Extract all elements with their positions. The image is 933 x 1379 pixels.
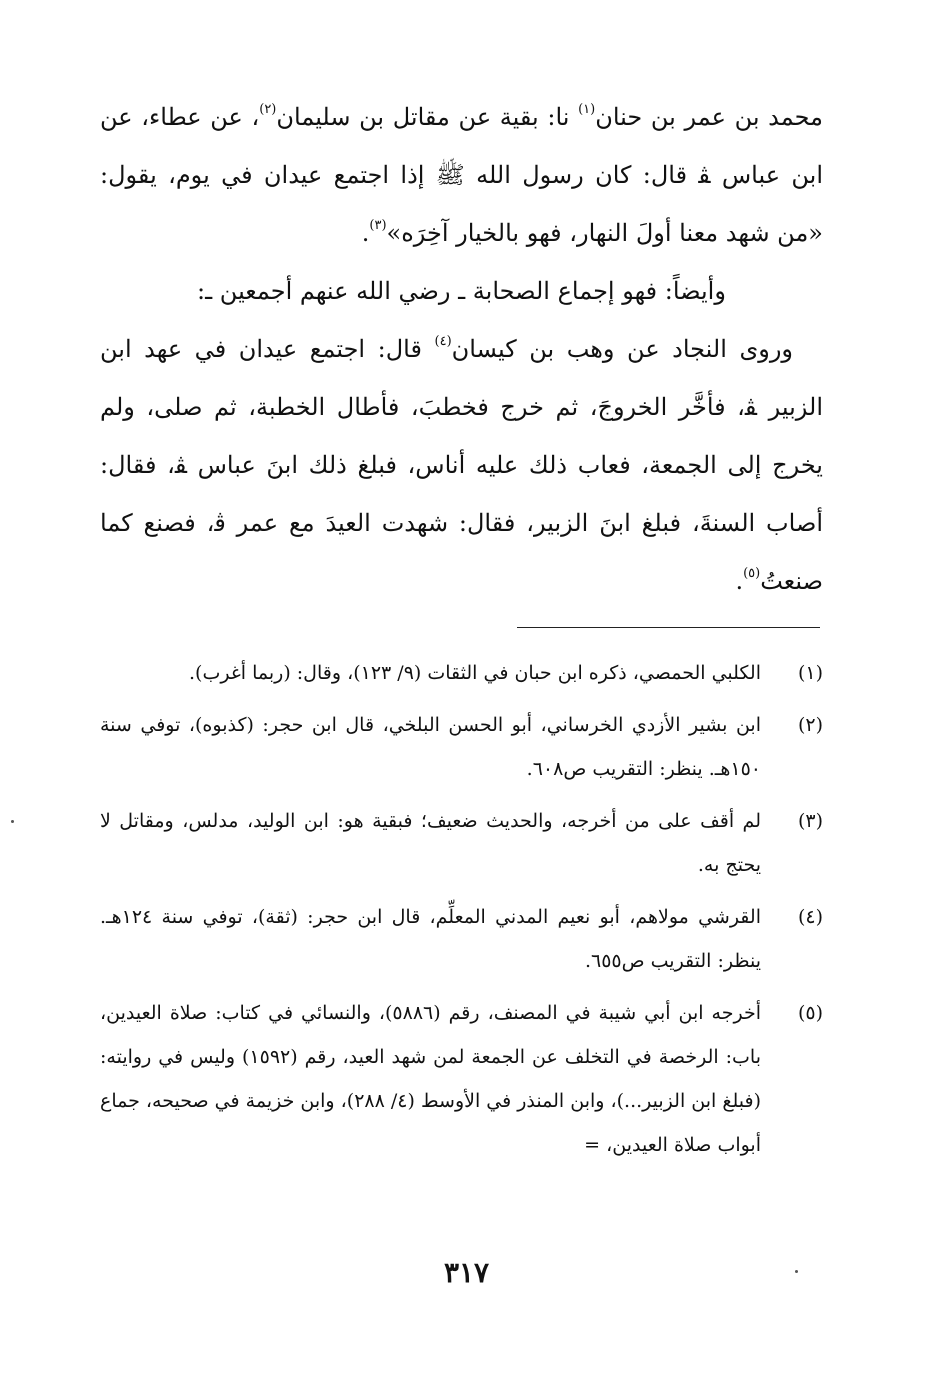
- footnote-text: القرشي مولاهم، أبو نعيم المدني المعلِّم، قال ابن حجر: (ثقة)، توفي سنة ١٢٤هـ. ينظر: التقريب ص٦٥٥.: [100, 906, 761, 972]
- text-run: محمد بن عمر بن حنان: [595, 103, 824, 131]
- footnote-3: [100, 799, 823, 887]
- text-run: نا: بقية عن مقاتل بن سليمان: [276, 103, 579, 131]
- text-run: وأيضاً: فهو إجماع الصحابة ـ رضي الله عنهم أجمعين ـ:: [197, 277, 726, 305]
- paragraph-narration: [100, 320, 823, 610]
- footnote-text: أخرجه ابن أبي شيبة في المصنف، رقم (٥٨٨٦)، والنسائي في كتاب: صلاة العيدين، باب: الرخصة في التخلف عن الجمعة لمن شهد العيد، رقم (١٥٩٢) وليس في روايته: (فبلغ ابن الزبير...)، وابن المنذر في الأوسط (٤/ ٢٨٨)، وابن خزيمة في صحيحه، جماع أبواب صلاة العيدين، =: [100, 1002, 761, 1156]
- main-text: [100, 88, 823, 610]
- footnote-number: (٢): [797, 714, 823, 736]
- footnote-ref-2: (٢): [259, 102, 277, 117]
- footnote-separator: [517, 627, 820, 628]
- paragraph-consensus: [100, 262, 823, 320]
- footnote-1: [100, 651, 823, 695]
- footnote-number: (٣): [797, 810, 823, 832]
- footnote-5: [100, 991, 823, 1167]
- text-run: .: [361, 219, 370, 247]
- footnote-2: [100, 703, 823, 791]
- footnotes: [100, 651, 823, 1175]
- footnote-text: لم أقف على من أخرجه، والحديث ضعيف؛ فبقية هو: ابن الوليد، مدلس، ومقاتل لا يحتج به.: [100, 810, 761, 876]
- text-run: قال: اجتمع عيدان في عهد ابن الزبير ﭭ، فأخَّر الخروجَ، ثم خرج فخطبَ، فأطال الخطبة، ثم صلى، ولم يخرج إلى الجمعة، فعاب ذلك عليه أناس، فبلغ ذلك ابنَ عباس ﭭ، فقال: أصاب السنةَ، فبلغ ابنَ الزبير، فقال: شهدت العيدَ مع عمر ﭬ، فصنع كما صنعتُ: [100, 335, 823, 595]
- text-run: .: [735, 567, 744, 595]
- footnote-text: الكلبي الحمصي، ذكره ابن حبان في الثقات (٩/ ١٢٣)، وقال: (ربما أغرب).: [189, 662, 761, 684]
- paragraph-hadith: [100, 88, 823, 262]
- text-run: ، عن عطاء، عن ابن عباس ﭭ قال: كان رسول الله ﷺ إذا اجتمع عيدان في يوم، يقول: «من شهد معنا أولَ النهار، فهو بالخيار آخِرَه»: [100, 103, 823, 247]
- footnote-number: (١): [797, 662, 823, 684]
- footnote-ref-1: (١): [578, 102, 596, 117]
- footnote-number: (٤): [797, 906, 823, 928]
- footnote-4: [100, 895, 823, 983]
- footnote-ref-4: (٤): [434, 334, 452, 349]
- footnote-text: ابن بشير الأزدي الخرساني، أبو الحسن البلخي، قال ابن حجر: (كذبوه)، توفي سنة ١٥٠هـ. ينظر: التقريب ص٦٠٨.: [100, 714, 761, 780]
- page-number: ٣١٧: [443, 1256, 490, 1289]
- footnote-number: (٥): [797, 1002, 823, 1024]
- text-run: وروى النجاد عن وهب بن كيسان: [451, 335, 793, 363]
- scan-speck: [795, 1270, 798, 1273]
- footnote-ref-5: (٥): [743, 566, 761, 581]
- footnote-ref-3: (٣): [369, 218, 387, 233]
- scan-speck: [11, 820, 14, 823]
